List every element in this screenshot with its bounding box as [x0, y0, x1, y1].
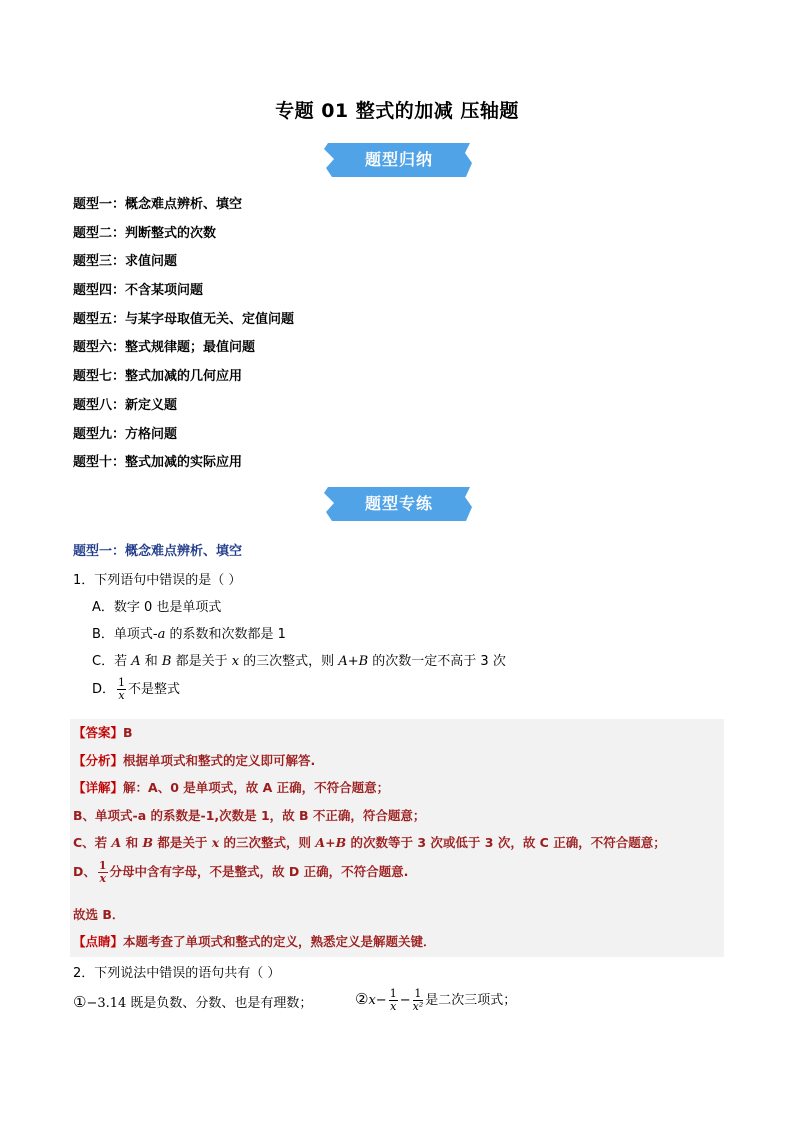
topic-item: 题型八：新定义题 [73, 397, 178, 413]
math-expr: A+B [315, 835, 347, 850]
question-2-item-2 [355, 988, 516, 1013]
answer-text: B [123, 725, 133, 740]
detail-text: C、若 [73, 835, 112, 850]
detail-line-b: B、单项式-a 的系数是-1,次数是 1，故 B 不正确，符合题意； [73, 808, 426, 823]
conclusion-line: 故选 B． [73, 907, 125, 922]
topic-item: 题型四：不含某项问题 [73, 283, 204, 299]
topic-item: 题型三：求值问题 [73, 254, 178, 270]
detail-text: D、 [73, 864, 96, 879]
detail-line [73, 778, 389, 796]
item-marker: ① [73, 993, 87, 1011]
fraction-numerator: 1 [98, 859, 107, 872]
analysis-text: 根据单项式和整式的定义即可解答. [123, 753, 316, 768]
math-number: −3.14 [86, 996, 127, 1011]
banner-label: 题型专练 [364, 494, 433, 513]
section-heading: 题型一：概念难点辨析、填空 [73, 544, 243, 559]
option-text: 不是整式 [128, 682, 181, 697]
math-var: x [231, 654, 240, 669]
section-banner-practice [324, 485, 474, 523]
answer-line [73, 723, 133, 741]
topic-list [73, 195, 294, 482]
question-1-stem: 1．下列语句中错误的是（ ） [73, 573, 242, 588]
answer-tag: 【答案】 [73, 725, 124, 740]
banner-label: 题型归纳 [364, 150, 433, 169]
topic-item: 题型六：整式规律题；最值问题 [73, 340, 256, 356]
item-text: 是二次三项式； [425, 993, 517, 1008]
comment-text: 本题考查了单项式和整式的定义，熟悉定义是解题关键． [123, 934, 436, 949]
analysis-tag: 【分析】 [73, 753, 124, 768]
detail-line-d [73, 860, 408, 885]
fraction [98, 860, 108, 885]
topic-item: 题型一：概念难点辨析、填空 [73, 197, 243, 212]
detail-text: 解：A、0 是单项式，故 A 正确，不符合题意； [123, 780, 390, 795]
math-operator: − [375, 993, 387, 1008]
fraction-denominator: x² [412, 1000, 424, 1013]
option-text: 的系数和次数都是 1 [165, 627, 286, 642]
detail-text: 的次数等于 3 次或低于 3 次，故 C 正确，不符合题意； [346, 835, 666, 850]
detail-tag: 【详解】 [73, 780, 124, 795]
option-text: 都是关于 [171, 654, 232, 669]
topic-item: 题型十：整式加减的实际应用 [73, 455, 243, 471]
question-2-stem: 2．下列说法中错误的语句共有（ ） [73, 966, 281, 981]
comment-tag: 【点睛】 [73, 934, 124, 949]
fraction-denominator: x [390, 1000, 397, 1013]
section-banner-summary [324, 141, 474, 179]
comment-line [73, 932, 436, 950]
fraction [389, 988, 398, 1013]
math-operator: − [399, 993, 411, 1008]
fraction-denominator: x [99, 872, 106, 885]
math-var: B [142, 835, 154, 850]
topic-item: 题型九：方格问题 [73, 426, 178, 442]
topic-item: 题型五：与某字母取值无关、定值问题 [73, 311, 295, 327]
option-text: B．单项式- [92, 627, 158, 642]
option-text: 的三次整式，则 [239, 654, 339, 669]
fraction-numerator: 1 [389, 987, 397, 1000]
fraction [117, 677, 126, 702]
math-expr: A+B [338, 654, 369, 669]
option-text: 和 [140, 654, 162, 669]
detail-text: 的三次整式，则 [219, 835, 316, 850]
math-var: x [211, 835, 220, 850]
detail-text: 都是关于 [153, 835, 212, 850]
item-marker: ② [355, 990, 369, 1008]
option-text: C．若 [92, 654, 132, 669]
detail-line-c [73, 833, 666, 851]
topic-item: 题型七：整式加减的几何应用 [73, 369, 243, 385]
option-a: A．数字 0 也是单项式 [92, 600, 222, 615]
detail-text: 分母中含有字母，不是整式，故 D 正确，不符合题意. [109, 864, 409, 879]
option-b [92, 623, 286, 642]
fraction-numerator: 1 [414, 987, 422, 1000]
math-var: A [131, 654, 141, 669]
math-var: A [111, 835, 122, 850]
option-text: 的次数一定不高于 3 次 [368, 654, 506, 669]
question-2-item-1 [73, 992, 312, 1011]
option-text: D． [92, 682, 116, 697]
detail-text: 和 [121, 835, 143, 850]
analysis-line [73, 751, 315, 769]
fraction-numerator: 1 [118, 676, 126, 689]
math-var: x [368, 993, 376, 1008]
math-var: B [161, 654, 172, 669]
item-text: 既是负数、分数、也是有理数； [126, 996, 313, 1011]
option-d [92, 677, 180, 702]
math-var: a [157, 627, 166, 642]
fraction [413, 988, 424, 1013]
topic-item: 题型二：判断整式的次数 [73, 225, 217, 241]
option-c [92, 650, 506, 669]
page-title: 专题 01 整式的加减 压轴题 [275, 100, 519, 122]
fraction-denominator: x [118, 689, 125, 702]
